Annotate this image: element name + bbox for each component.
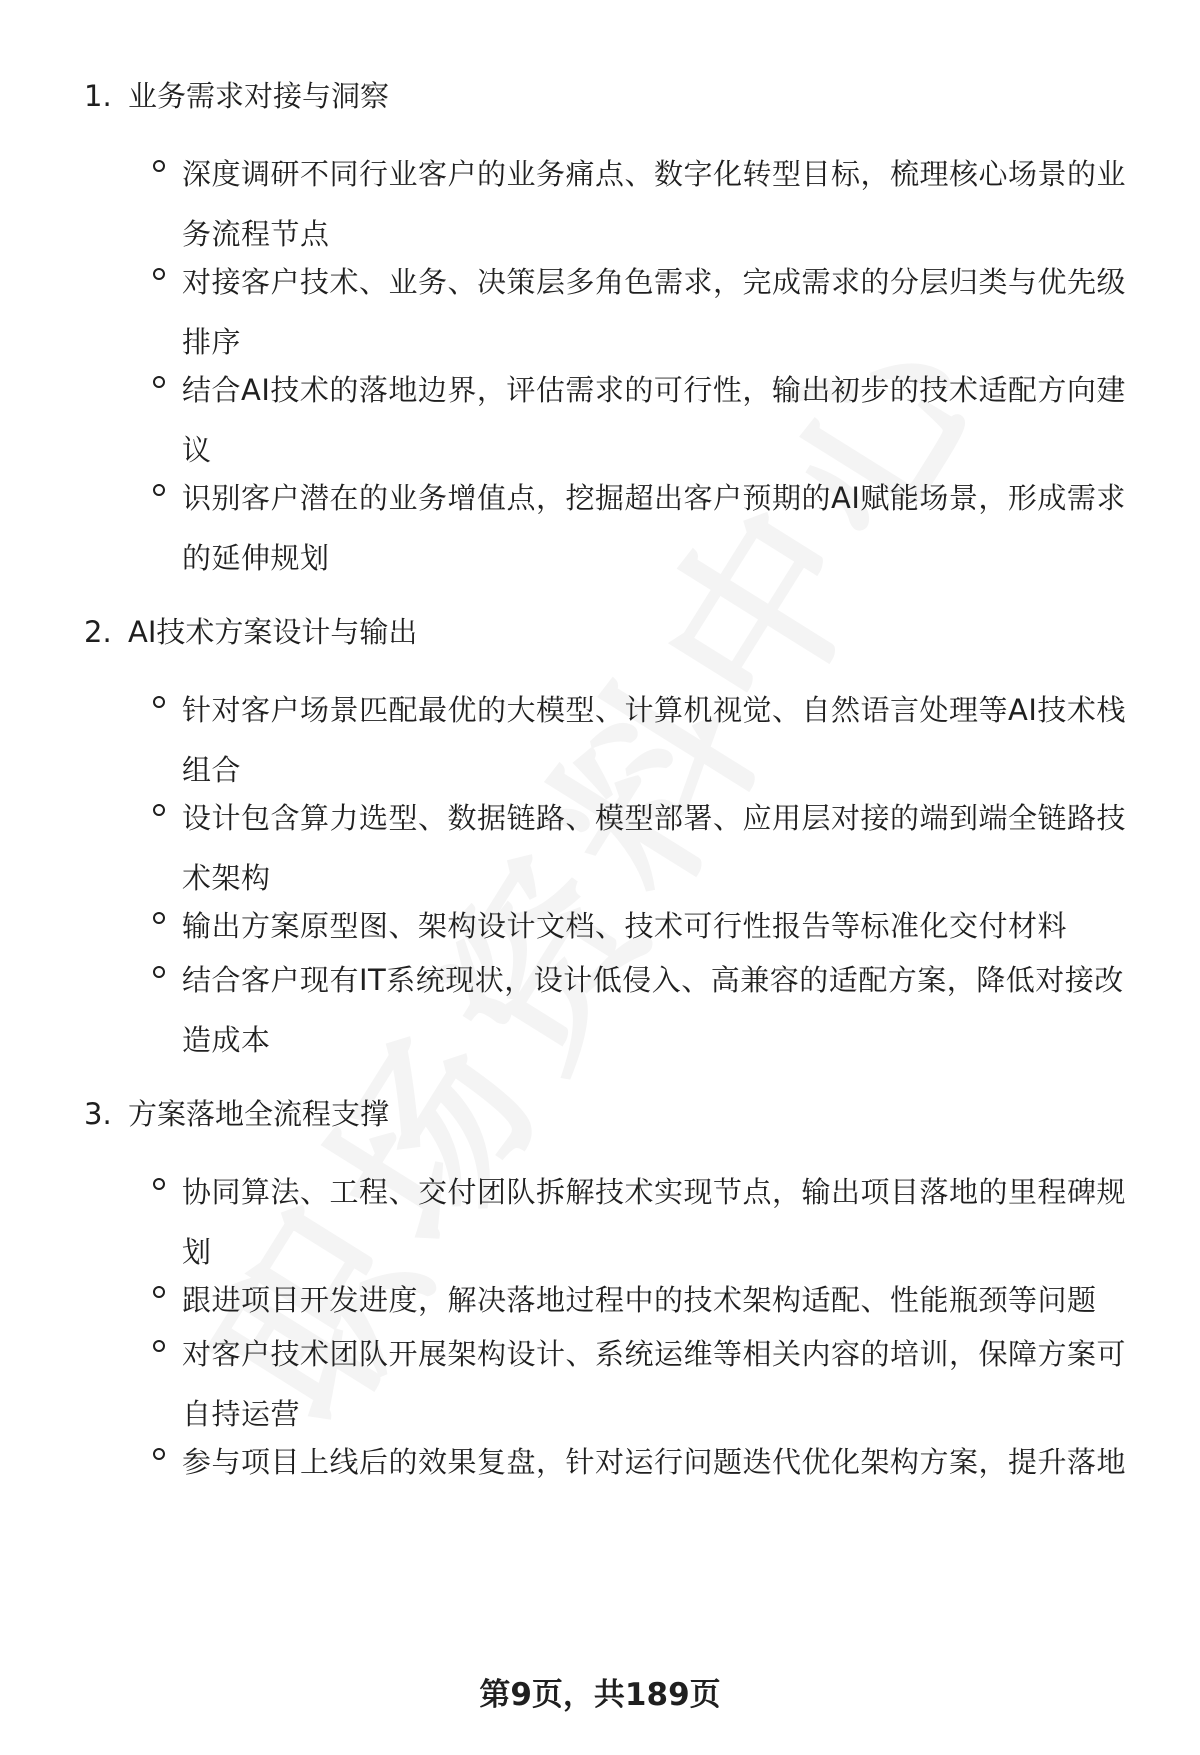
list-item-text: 参与项目上线后的效果复盘，针对运行问题迭代优化架构方案，提升落地 xyxy=(182,1445,1127,1479)
list-item xyxy=(150,1432,1140,1492)
list-item xyxy=(150,1270,1140,1330)
list-item xyxy=(150,360,1140,480)
section-title: 业务需求对接与洞察 xyxy=(128,79,390,113)
list-item xyxy=(150,680,1140,800)
list-item-text: 结合AI技术的落地边界，评估需求的可行性，输出初步的技术适配方向建议 xyxy=(182,373,1126,467)
section-heading xyxy=(84,612,417,652)
circle-bullet-icon xyxy=(153,1286,165,1298)
list-item-text: 跟进项目开发进度，解决落地过程中的技术架构适配、性能瓶颈等问题 xyxy=(182,1283,1097,1317)
circle-bullet-icon xyxy=(153,268,165,280)
circle-bullet-icon xyxy=(153,1340,165,1352)
section-heading xyxy=(84,1094,389,1134)
list-item-text: 针对客户场景匹配最优的大模型、计算机视觉、自然语言处理等AI技术栈组合 xyxy=(182,693,1126,787)
list-item-text: 对客户技术团队开展架构设计、系统运维等相关内容的培训，保障方案可自持运营 xyxy=(182,1337,1127,1431)
list-item xyxy=(150,788,1140,908)
circle-bullet-icon xyxy=(153,912,165,924)
section-number: 1. xyxy=(84,79,112,113)
list-item xyxy=(150,144,1140,264)
section-number: 2. xyxy=(84,615,112,649)
circle-bullet-icon xyxy=(153,966,165,978)
list-item xyxy=(150,1324,1140,1444)
circle-bullet-icon xyxy=(153,484,165,496)
list-item xyxy=(150,468,1140,588)
circle-bullet-icon xyxy=(153,1178,165,1190)
section-heading xyxy=(84,76,389,116)
circle-bullet-icon xyxy=(153,696,165,708)
list-item-text: 识别客户潜在的业务增值点，挖掘超出客户预期的AI赋能场景，形成需求的延伸规划 xyxy=(182,481,1126,575)
circle-bullet-icon xyxy=(153,376,165,388)
list-item-text: 对接客户技术、业务、决策层多角色需求，完成需求的分层归类与优先级排序 xyxy=(182,265,1127,359)
list-item xyxy=(150,252,1140,372)
list-item xyxy=(150,896,1140,956)
list-item-text: 结合客户现有IT系统现状，设计低侵入、高兼容的适配方案，降低对接改造成本 xyxy=(182,963,1124,1057)
circle-bullet-icon xyxy=(153,804,165,816)
section-title: 方案落地全流程支撑 xyxy=(128,1097,390,1131)
list-item xyxy=(150,950,1140,1070)
page-number-footer: 第9页，共189页 xyxy=(479,1677,721,1713)
section-title: AI技术方案设计与输出 xyxy=(128,615,418,649)
list-item-text: 输出方案原型图、架构设计文档、技术可行性报告等标准化交付材料 xyxy=(182,909,1068,943)
list-item-text: 协同算法、工程、交付团队拆解技术实现节点，输出项目落地的里程碑规划 xyxy=(182,1175,1127,1269)
section-number: 3. xyxy=(84,1097,112,1131)
list-item-text: 设计包含算力选型、数据链路、模型部署、应用层对接的端到端全链路技术架构 xyxy=(182,801,1127,895)
list-item-text: 深度调研不同行业客户的业务痛点、数字化转型目标，梳理核心场景的业务流程节点 xyxy=(182,157,1127,251)
list-item xyxy=(150,1162,1140,1282)
circle-bullet-icon xyxy=(153,160,165,172)
circle-bullet-icon xyxy=(153,1448,165,1460)
